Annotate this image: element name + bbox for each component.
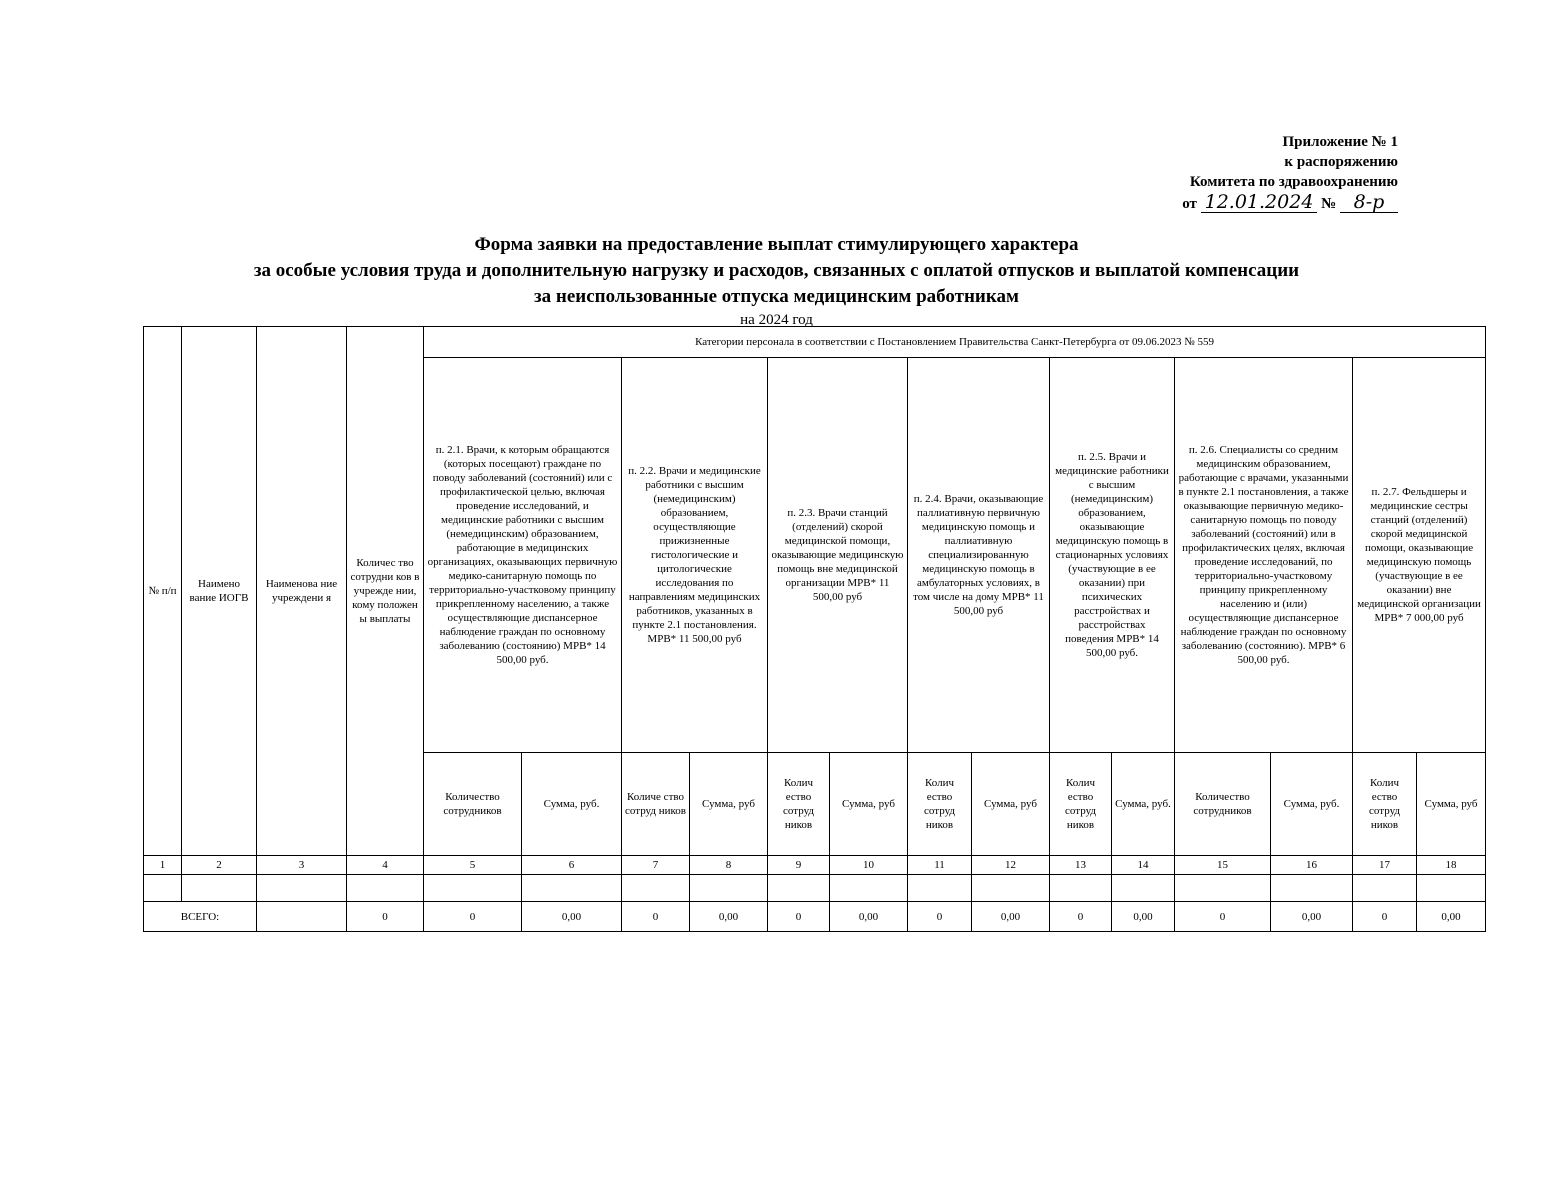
table-cell [182, 875, 257, 902]
subheader-count: Колич ество сотруд ников [908, 753, 972, 856]
column-number: 5 [424, 856, 522, 875]
header-iogv: Наимено вание ИОГВ [182, 327, 257, 856]
total-cell: 0,00 [1417, 902, 1486, 932]
table-cell [144, 875, 182, 902]
total-cell: 0 [1353, 902, 1417, 932]
total-cell [257, 902, 347, 932]
column-number: 17 [1353, 856, 1417, 875]
total-cell: 0,00 [522, 902, 622, 932]
table-cell [1050, 875, 1112, 902]
column-number: 11 [908, 856, 972, 875]
categories-header: Категории персонала в соответствии с Постановлением Правительства Санкт-Петербурга от 09.06.2023 № 559 [424, 327, 1486, 358]
total-cell: 0 [768, 902, 830, 932]
column-number: 12 [972, 856, 1050, 875]
column-number: 2 [182, 856, 257, 875]
table-cell [768, 875, 830, 902]
column-number: 7 [622, 856, 690, 875]
subheader-count: Колич ество сотруд ников [768, 753, 830, 856]
column-number: 14 [1112, 856, 1175, 875]
subheader-sum: Сумма, руб. [522, 753, 622, 856]
subheader-sum: Сумма, руб [972, 753, 1050, 856]
total-cell: 0 [424, 902, 522, 932]
total-cell: 0 [1050, 902, 1112, 932]
column-number: 16 [1271, 856, 1353, 875]
total-cell: 0,00 [830, 902, 908, 932]
table-cell [1175, 875, 1271, 902]
table-cell [1112, 875, 1175, 902]
subheader-sum: Сумма, руб [830, 753, 908, 856]
category-2-6: п. 2.6. Специалисты со средним медицинским образованием, работающие с врачами, указанными в пункте 2.1 постановления, а также оказывающие первичную медико-санитарную помощь по поводу заболеваний (состояний) или в профилактических целях, включая проведение исследований, по территориально-участковому принципу прикрепленному населению и (или) осуществляющие диспансерное наблюдение граждан по основному заболеванию (состоянию). МРВ* 6 500,00 руб. [1175, 358, 1353, 753]
column-number: 10 [830, 856, 908, 875]
form-year: на 2024 год [740, 312, 813, 328]
column-number: 8 [690, 856, 768, 875]
number-label: № [1321, 196, 1337, 212]
subheader-count: Колич ество сотруд ников [1050, 753, 1112, 856]
table-cell [972, 875, 1050, 902]
total-cell: 0,00 [1112, 902, 1175, 932]
category-2-2: п. 2.2. Врачи и медицинские работники с высшим (немедицинским) образованием, осуществляющие прижизненные гистологические и цитологические исследования по направлениям медицинских работников, указанных в пункте 2.1 постановления. МРВ* 11 500,00 руб [622, 358, 768, 753]
appendix-date: 12.01.2024 [1201, 192, 1318, 213]
total-cell: 0 [1175, 902, 1271, 932]
subheader-count: Количе ство сотруд ников [622, 753, 690, 856]
total-cell: 0 [347, 902, 424, 932]
table-cell [347, 875, 424, 902]
subheader-sum: Сумма, руб. [1112, 753, 1175, 856]
empty-data-row [144, 875, 1486, 902]
column-number: 18 [1417, 856, 1486, 875]
table-cell [1271, 875, 1353, 902]
subheader-count: Количество сотрудников [1175, 753, 1271, 856]
subheader-sum: Сумма, руб [690, 753, 768, 856]
column-number-row [144, 856, 1486, 875]
form-title-block [0, 232, 1553, 328]
application-table [143, 326, 1486, 932]
category-2-3: п. 2.3. Врачи станций (отделений) скорой медицинской помощи, оказывающие медицинскую помощь вне медицинской организации МРВ* 11 500,00 руб [768, 358, 908, 753]
table-cell [522, 875, 622, 902]
subheader-sum: Сумма, руб [1417, 753, 1486, 856]
total-cell: 0 [622, 902, 690, 932]
column-number: 4 [347, 856, 424, 875]
column-number: 15 [1175, 856, 1271, 875]
column-number: 1 [144, 856, 182, 875]
total-cell: 0,00 [690, 902, 768, 932]
category-2-7: п. 2.7. Фельдшеры и медицинские сестры станций (отделений) скорой медицинской помощи, оказывающие медицинскую помощь (участвующие в ее оказании) вне медицинской организации МРВ* 7 000,00 руб [1353, 358, 1486, 753]
subheader-count: Количество сотрудников [424, 753, 522, 856]
total-row [144, 902, 1486, 932]
from-label: от [1182, 196, 1197, 212]
total-label: ВСЕГО: [144, 902, 257, 932]
total-cell: 0,00 [972, 902, 1050, 932]
appendix-number: 8-р [1340, 192, 1398, 213]
form-title-line2: за особые условия труда и дополнительную нагрузку и расходов, связанных с оплатой отпусков и выплатой компенсации [253, 260, 1300, 281]
table-cell [622, 875, 690, 902]
table-cell [257, 875, 347, 902]
total-cell: 0 [908, 902, 972, 932]
appendix-line3: Комитета по здравоохранению [1189, 174, 1398, 190]
subheader-sum: Сумма, руб. [1271, 753, 1353, 856]
total-cell: 0,00 [1271, 902, 1353, 932]
header-institution: Наименова ние учреждени я [257, 327, 347, 856]
category-2-5: п. 2.5. Врачи и медицинские работники с высшим (немедицинским) образованием, оказывающие медицинскую помощь в стационарных условиях (участвующие в ее оказании) при психических расстройствах и расстройствах поведения МРВ* 14 500,00 руб. [1050, 358, 1175, 753]
appendix-line1: Приложение № 1 [1282, 134, 1398, 150]
appendix-line2: к распоряжению [1284, 154, 1398, 170]
table-cell [424, 875, 522, 902]
table-cell [1353, 875, 1417, 902]
table-cell [1417, 875, 1486, 902]
category-2-4: п. 2.4. Врачи, оказывающие паллиативную первичную медицинскую помощь и паллиативную специализированную медицинскую помощь в амбулаторных условиях, в том числе на дому МРВ* 11 500,00 руб [908, 358, 1050, 753]
appendix-block [1182, 132, 1398, 214]
table-cell [690, 875, 768, 902]
appendix-date-line [1182, 192, 1398, 214]
subheader-count: Колич ество сотруд ников [1353, 753, 1417, 856]
table-cell [908, 875, 972, 902]
table-cell [830, 875, 908, 902]
column-number: 13 [1050, 856, 1112, 875]
column-number: 6 [522, 856, 622, 875]
column-number: 3 [257, 856, 347, 875]
header-employee-count: Количес тво сотрудни ков в учрежде нии, кому положен ы выплаты [347, 327, 424, 856]
column-number: 9 [768, 856, 830, 875]
header-num: № п/п [144, 327, 182, 856]
form-title-line3: за неиспользованные отпуска медицинским работникам [533, 286, 1019, 307]
form-title-line1: Форма заявки на предоставление выплат стимулирующего характера [474, 234, 1079, 255]
category-2-1: п. 2.1. Врачи, к которым обращаются (которых посещают) граждане по поводу заболеваний (состояний) или с профилактической целью, включая проведение исследований, и медицинские работники с высшим (немедицинским) образованием, работающие в медицинских организациях, оказывающих первичную медико-санитарную помощь по территориально-участковому принципу прикрепленному населению, а также осуществляющие диспансерное наблюдение граждан по основному заболеванию (состоянию) МРВ* 14 500,00 руб. [424, 358, 622, 753]
